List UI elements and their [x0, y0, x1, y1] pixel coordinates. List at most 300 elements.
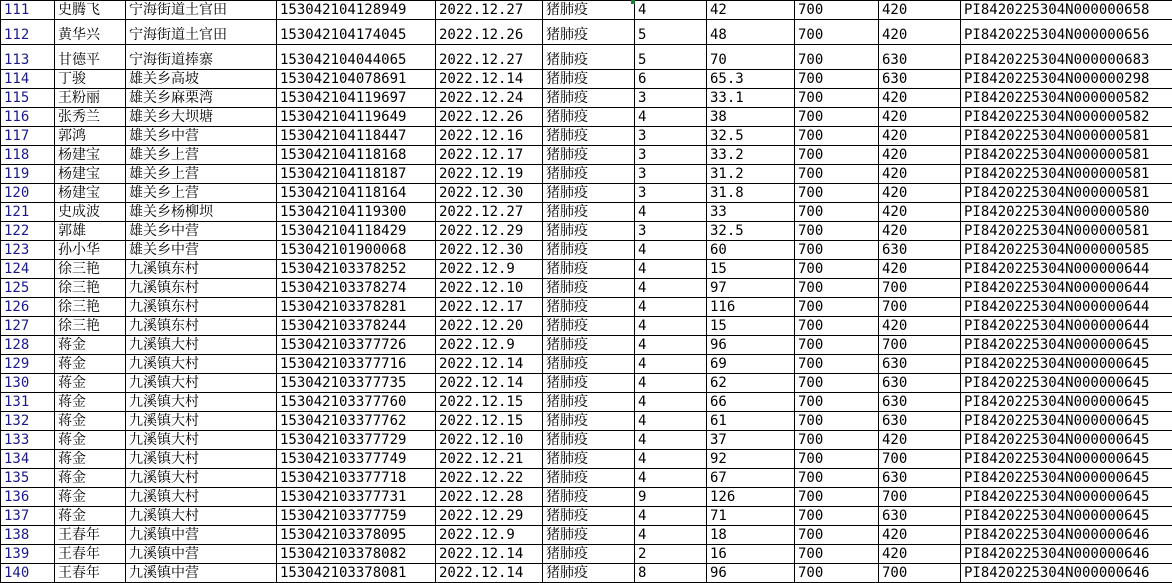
id-number-cell[interactable]: 153042103377729 — [277, 431, 436, 450]
disease-cell[interactable]: 猪肺疫 — [543, 450, 635, 469]
date-cell[interactable]: 2022.12.14 — [436, 564, 543, 583]
weight-cell[interactable]: 61 — [707, 412, 795, 431]
name-cell[interactable]: 甘德平 — [55, 45, 126, 70]
weight-cell[interactable]: 32.5 — [707, 222, 795, 241]
disease-cell[interactable]: 猪肺疫 — [543, 1, 635, 20]
disease-cell[interactable]: 猪肺疫 — [543, 70, 635, 89]
name-cell[interactable]: 史腾飞 — [55, 1, 126, 20]
weight-cell[interactable]: 97 — [707, 279, 795, 298]
date-cell[interactable]: 2022.12.26 — [436, 108, 543, 127]
amount-cell[interactable]: 420 — [879, 20, 961, 45]
name-cell[interactable]: 史成波 — [55, 203, 126, 222]
amount-cell[interactable]: 420 — [879, 222, 961, 241]
id-number-cell[interactable]: 153042104078691 — [277, 70, 436, 89]
price-cell[interactable]: 700 — [795, 393, 879, 412]
id-number-cell[interactable]: 153042103377759 — [277, 507, 436, 526]
policy-number-cell[interactable]: PI8420225304N000000581 — [961, 184, 1172, 203]
name-cell[interactable]: 孙小华 — [55, 241, 126, 260]
amount-cell[interactable]: 630 — [879, 70, 961, 89]
address-cell[interactable]: 九溪镇大村 — [126, 507, 277, 526]
quantity-cell[interactable]: 4 — [635, 241, 707, 260]
price-cell[interactable]: 700 — [795, 431, 879, 450]
name-cell[interactable]: 蒋金 — [55, 431, 126, 450]
weight-cell[interactable]: 126 — [707, 488, 795, 507]
weight-cell[interactable]: 65.3 — [707, 70, 795, 89]
disease-cell[interactable]: 猪肺疫 — [543, 20, 635, 45]
disease-cell[interactable]: 猪肺疫 — [543, 222, 635, 241]
weight-cell[interactable]: 33 — [707, 203, 795, 222]
row-number-cell[interactable]: 113 — [1, 45, 55, 70]
disease-cell[interactable]: 猪肺疫 — [543, 564, 635, 583]
price-cell[interactable]: 700 — [795, 507, 879, 526]
amount-cell[interactable]: 420 — [879, 203, 961, 222]
address-cell[interactable]: 雄关乡麻栗湾 — [126, 89, 277, 108]
policy-number-cell[interactable]: PI8420225304N000000645 — [961, 450, 1172, 469]
id-number-cell[interactable]: 153042104118447 — [277, 127, 436, 146]
quantity-cell[interactable]: 2 — [635, 545, 707, 564]
amount-cell[interactable]: 630 — [879, 393, 961, 412]
policy-number-cell[interactable]: PI8420225304N000000656 — [961, 20, 1172, 45]
amount-cell[interactable]: 700 — [879, 564, 961, 583]
disease-cell[interactable]: 猪肺疫 — [543, 431, 635, 450]
id-number-cell[interactable]: 153042103378082 — [277, 545, 436, 564]
date-cell[interactable]: 2022.12.27 — [436, 203, 543, 222]
name-cell[interactable]: 王春年 — [55, 526, 126, 545]
amount-cell[interactable]: 630 — [879, 241, 961, 260]
id-number-cell[interactable]: 153042104118164 — [277, 184, 436, 203]
price-cell[interactable]: 700 — [795, 45, 879, 70]
date-cell[interactable]: 2022.12.19 — [436, 165, 543, 184]
disease-cell[interactable]: 猪肺疫 — [543, 260, 635, 279]
amount-cell[interactable]: 630 — [879, 355, 961, 374]
name-cell[interactable]: 蒋金 — [55, 412, 126, 431]
name-cell[interactable]: 丁骏 — [55, 70, 126, 89]
name-cell[interactable]: 徐三艳 — [55, 317, 126, 336]
amount-cell[interactable]: 700 — [879, 450, 961, 469]
address-cell[interactable]: 宁海街道土官田 — [126, 20, 277, 45]
id-number-cell[interactable]: 153042103378095 — [277, 526, 436, 545]
quantity-cell[interactable]: 4 — [635, 507, 707, 526]
policy-number-cell[interactable]: PI8420225304N000000645 — [961, 355, 1172, 374]
price-cell[interactable]: 700 — [795, 222, 879, 241]
name-cell[interactable]: 蒋金 — [55, 355, 126, 374]
amount-cell[interactable]: 420 — [879, 184, 961, 203]
row-number-cell[interactable]: 140 — [1, 564, 55, 583]
price-cell[interactable]: 700 — [795, 488, 879, 507]
date-cell[interactable]: 2022.12.14 — [436, 374, 543, 393]
quantity-cell[interactable]: 4 — [635, 450, 707, 469]
name-cell[interactable]: 蒋金 — [55, 488, 126, 507]
weight-cell[interactable]: 71 — [707, 507, 795, 526]
row-number-cell[interactable]: 112 — [1, 20, 55, 45]
price-cell[interactable]: 700 — [795, 1, 879, 20]
row-number-cell[interactable]: 133 — [1, 431, 55, 450]
address-cell[interactable]: 九溪镇大村 — [126, 450, 277, 469]
id-number-cell[interactable]: 153042103377760 — [277, 393, 436, 412]
amount-cell[interactable]: 420 — [879, 108, 961, 127]
address-cell[interactable]: 雄关乡高坡 — [126, 70, 277, 89]
row-number-cell[interactable]: 127 — [1, 317, 55, 336]
id-number-cell[interactable]: 153042103378244 — [277, 317, 436, 336]
row-number-cell[interactable]: 137 — [1, 507, 55, 526]
disease-cell[interactable]: 猪肺疫 — [543, 412, 635, 431]
price-cell[interactable]: 700 — [795, 564, 879, 583]
disease-cell[interactable]: 猪肺疫 — [543, 279, 635, 298]
selection-fill-handle[interactable] — [631, 0, 635, 4]
address-cell[interactable]: 雄关乡上营 — [126, 184, 277, 203]
address-cell[interactable]: 雄关乡上营 — [126, 146, 277, 165]
date-cell[interactable]: 2022.12.15 — [436, 393, 543, 412]
price-cell[interactable]: 700 — [795, 450, 879, 469]
date-cell[interactable]: 2022.12.29 — [436, 222, 543, 241]
name-cell[interactable]: 杨建宝 — [55, 165, 126, 184]
id-number-cell[interactable]: 153042104118429 — [277, 222, 436, 241]
amount-cell[interactable]: 630 — [879, 374, 961, 393]
name-cell[interactable]: 蒋金 — [55, 393, 126, 412]
policy-number-cell[interactable]: PI8420225304N000000298 — [961, 70, 1172, 89]
id-number-cell[interactable]: 153042104119649 — [277, 108, 436, 127]
date-cell[interactable]: 2022.12.15 — [436, 412, 543, 431]
amount-cell[interactable]: 420 — [879, 526, 961, 545]
price-cell[interactable]: 700 — [795, 70, 879, 89]
disease-cell[interactable]: 猪肺疫 — [543, 165, 635, 184]
policy-number-cell[interactable]: PI8420225304N000000683 — [961, 45, 1172, 70]
quantity-cell[interactable]: 4 — [635, 469, 707, 488]
row-number-cell[interactable]: 126 — [1, 298, 55, 317]
id-number-cell[interactable]: 153042104174045 — [277, 20, 436, 45]
date-cell[interactable]: 2022.12.16 — [436, 127, 543, 146]
weight-cell[interactable]: 60 — [707, 241, 795, 260]
policy-number-cell[interactable]: PI8420225304N000000580 — [961, 203, 1172, 222]
name-cell[interactable]: 蒋金 — [55, 374, 126, 393]
row-number-cell[interactable]: 117 — [1, 127, 55, 146]
disease-cell[interactable]: 猪肺疫 — [543, 488, 635, 507]
address-cell[interactable]: 雄关乡中营 — [126, 222, 277, 241]
row-number-cell[interactable]: 119 — [1, 165, 55, 184]
policy-number-cell[interactable]: PI8420225304N000000646 — [961, 545, 1172, 564]
date-cell[interactable]: 2022.12.10 — [436, 431, 543, 450]
address-cell[interactable]: 九溪镇大村 — [126, 355, 277, 374]
weight-cell[interactable]: 15 — [707, 260, 795, 279]
policy-number-cell[interactable]: PI8420225304N000000581 — [961, 127, 1172, 146]
date-cell[interactable]: 2022.12.9 — [436, 526, 543, 545]
id-number-cell[interactable]: 153042103378081 — [277, 564, 436, 583]
address-cell[interactable]: 九溪镇大村 — [126, 393, 277, 412]
address-cell[interactable]: 九溪镇东村 — [126, 317, 277, 336]
disease-cell[interactable]: 猪肺疫 — [543, 146, 635, 165]
price-cell[interactable]: 700 — [795, 545, 879, 564]
address-cell[interactable]: 九溪镇东村 — [126, 279, 277, 298]
address-cell[interactable]: 宁海街道土官田 — [126, 1, 277, 20]
disease-cell[interactable]: 猪肺疫 — [543, 184, 635, 203]
weight-cell[interactable]: 62 — [707, 374, 795, 393]
id-number-cell[interactable]: 153042103378281 — [277, 298, 436, 317]
quantity-cell[interactable]: 4 — [635, 279, 707, 298]
price-cell[interactable]: 700 — [795, 184, 879, 203]
address-cell[interactable]: 九溪镇中营 — [126, 545, 277, 564]
name-cell[interactable]: 杨建宝 — [55, 146, 126, 165]
policy-number-cell[interactable]: PI8420225304N000000585 — [961, 241, 1172, 260]
quantity-cell[interactable]: 4 — [635, 412, 707, 431]
name-cell[interactable]: 王春年 — [55, 545, 126, 564]
id-number-cell[interactable]: 153042104044065 — [277, 45, 436, 70]
quantity-cell[interactable]: 3 — [635, 89, 707, 108]
quantity-cell[interactable]: 5 — [635, 20, 707, 45]
policy-number-cell[interactable]: PI8420225304N000000645 — [961, 507, 1172, 526]
price-cell[interactable]: 700 — [795, 260, 879, 279]
policy-number-cell[interactable]: PI8420225304N000000646 — [961, 564, 1172, 583]
row-number-cell[interactable]: 124 — [1, 260, 55, 279]
address-cell[interactable]: 九溪镇大村 — [126, 336, 277, 355]
amount-cell[interactable]: 420 — [879, 260, 961, 279]
name-cell[interactable]: 徐三艳 — [55, 298, 126, 317]
amount-cell[interactable]: 700 — [879, 488, 961, 507]
row-number-cell[interactable]: 122 — [1, 222, 55, 241]
policy-number-cell[interactable]: PI8420225304N000000644 — [961, 317, 1172, 336]
row-number-cell[interactable]: 138 — [1, 526, 55, 545]
policy-number-cell[interactable]: PI8420225304N000000646 — [961, 526, 1172, 545]
amount-cell[interactable]: 630 — [879, 469, 961, 488]
quantity-cell[interactable]: 3 — [635, 222, 707, 241]
name-cell[interactable]: 蒋金 — [55, 507, 126, 526]
weight-cell[interactable]: 116 — [707, 298, 795, 317]
disease-cell[interactable]: 猪肺疫 — [543, 526, 635, 545]
name-cell[interactable]: 蒋金 — [55, 469, 126, 488]
policy-number-cell[interactable]: PI8420225304N000000645 — [961, 336, 1172, 355]
date-cell[interactable]: 2022.12.27 — [436, 1, 543, 20]
quantity-cell[interactable]: 4 — [635, 374, 707, 393]
amount-cell[interactable]: 700 — [879, 336, 961, 355]
price-cell[interactable]: 700 — [795, 317, 879, 336]
disease-cell[interactable]: 猪肺疫 — [543, 336, 635, 355]
amount-cell[interactable]: 420 — [879, 146, 961, 165]
disease-cell[interactable]: 猪肺疫 — [543, 469, 635, 488]
quantity-cell[interactable]: 4 — [635, 108, 707, 127]
id-number-cell[interactable]: 153042103377749 — [277, 450, 436, 469]
weight-cell[interactable]: 31.8 — [707, 184, 795, 203]
price-cell[interactable]: 700 — [795, 127, 879, 146]
quantity-cell[interactable]: 4 — [635, 298, 707, 317]
disease-cell[interactable]: 猪肺疫 — [543, 545, 635, 564]
weight-cell[interactable]: 18 — [707, 526, 795, 545]
quantity-cell[interactable]: 3 — [635, 184, 707, 203]
address-cell[interactable]: 九溪镇东村 — [126, 260, 277, 279]
row-number-cell[interactable]: 130 — [1, 374, 55, 393]
date-cell[interactable]: 2022.12.30 — [436, 241, 543, 260]
policy-number-cell[interactable]: PI8420225304N000000644 — [961, 260, 1172, 279]
policy-number-cell[interactable]: PI8420225304N000000645 — [961, 488, 1172, 507]
name-cell[interactable]: 杨建宝 — [55, 184, 126, 203]
disease-cell[interactable]: 猪肺疫 — [543, 374, 635, 393]
weight-cell[interactable]: 16 — [707, 545, 795, 564]
name-cell[interactable]: 徐三艳 — [55, 279, 126, 298]
id-number-cell[interactable]: 153042104118187 — [277, 165, 436, 184]
weight-cell[interactable]: 48 — [707, 20, 795, 45]
id-number-cell[interactable]: 153042104128949 — [277, 1, 436, 20]
price-cell[interactable]: 700 — [795, 374, 879, 393]
id-number-cell[interactable]: 153042103377762 — [277, 412, 436, 431]
address-cell[interactable]: 九溪镇大村 — [126, 431, 277, 450]
quantity-cell[interactable]: 4 — [635, 336, 707, 355]
amount-cell[interactable]: 700 — [879, 279, 961, 298]
disease-cell[interactable]: 猪肺疫 — [543, 298, 635, 317]
weight-cell[interactable]: 96 — [707, 564, 795, 583]
policy-number-cell[interactable]: PI8420225304N000000658 — [961, 1, 1172, 20]
name-cell[interactable]: 张秀兰 — [55, 108, 126, 127]
amount-cell[interactable]: 420 — [879, 127, 961, 146]
amount-cell[interactable]: 420 — [879, 165, 961, 184]
id-number-cell[interactable]: 153042104119300 — [277, 203, 436, 222]
weight-cell[interactable]: 42 — [707, 1, 795, 20]
disease-cell[interactable]: 猪肺疫 — [543, 127, 635, 146]
price-cell[interactable]: 700 — [795, 336, 879, 355]
weight-cell[interactable]: 15 — [707, 317, 795, 336]
quantity-cell[interactable]: 4 — [635, 355, 707, 374]
row-number-cell[interactable]: 115 — [1, 89, 55, 108]
quantity-cell[interactable]: 4 — [635, 393, 707, 412]
date-cell[interactable]: 2022.12.27 — [436, 45, 543, 70]
name-cell[interactable]: 王春年 — [55, 564, 126, 583]
address-cell[interactable]: 九溪镇大村 — [126, 374, 277, 393]
id-number-cell[interactable]: 153042103377726 — [277, 336, 436, 355]
row-number-cell[interactable]: 135 — [1, 469, 55, 488]
disease-cell[interactable]: 猪肺疫 — [543, 241, 635, 260]
policy-number-cell[interactable]: PI8420225304N000000645 — [961, 469, 1172, 488]
name-cell[interactable]: 郭雄 — [55, 222, 126, 241]
weight-cell[interactable]: 96 — [707, 336, 795, 355]
price-cell[interactable]: 700 — [795, 526, 879, 545]
price-cell[interactable]: 700 — [795, 412, 879, 431]
date-cell[interactable]: 2022.12.21 — [436, 450, 543, 469]
row-number-cell[interactable]: 111 — [1, 1, 55, 20]
address-cell[interactable]: 九溪镇中营 — [126, 564, 277, 583]
address-cell[interactable]: 雄关乡中营 — [126, 127, 277, 146]
price-cell[interactable]: 700 — [795, 20, 879, 45]
id-number-cell[interactable]: 153042104118168 — [277, 146, 436, 165]
price-cell[interactable]: 700 — [795, 89, 879, 108]
amount-cell[interactable]: 420 — [879, 1, 961, 20]
address-cell[interactable]: 雄关乡中营 — [126, 241, 277, 260]
weight-cell[interactable]: 69 — [707, 355, 795, 374]
price-cell[interactable]: 700 — [795, 146, 879, 165]
quantity-cell[interactable]: 3 — [635, 146, 707, 165]
address-cell[interactable]: 九溪镇大村 — [126, 412, 277, 431]
date-cell[interactable]: 2022.12.10 — [436, 279, 543, 298]
policy-number-cell[interactable]: PI8420225304N000000645 — [961, 374, 1172, 393]
price-cell[interactable]: 700 — [795, 355, 879, 374]
id-number-cell[interactable]: 153042103377716 — [277, 355, 436, 374]
date-cell[interactable]: 2022.12.30 — [436, 184, 543, 203]
quantity-cell[interactable]: 4 — [635, 317, 707, 336]
id-number-cell[interactable]: 153042103378274 — [277, 279, 436, 298]
date-cell[interactable]: 2022.12.28 — [436, 488, 543, 507]
date-cell[interactable]: 2022.12.9 — [436, 336, 543, 355]
date-cell[interactable]: 2022.12.17 — [436, 298, 543, 317]
disease-cell[interactable]: 猪肺疫 — [543, 355, 635, 374]
policy-number-cell[interactable]: PI8420225304N000000645 — [961, 431, 1172, 450]
policy-number-cell[interactable]: PI8420225304N000000581 — [961, 165, 1172, 184]
quantity-cell[interactable]: 4 — [635, 260, 707, 279]
policy-number-cell[interactable]: PI8420225304N000000581 — [961, 146, 1172, 165]
name-cell[interactable]: 徐三艳 — [55, 260, 126, 279]
row-number-cell[interactable]: 129 — [1, 355, 55, 374]
disease-cell[interactable]: 猪肺疫 — [543, 507, 635, 526]
quantity-cell[interactable]: 4 — [635, 203, 707, 222]
row-number-cell[interactable]: 120 — [1, 184, 55, 203]
address-cell[interactable]: 九溪镇大村 — [126, 469, 277, 488]
date-cell[interactable]: 2022.12.24 — [436, 89, 543, 108]
name-cell[interactable]: 郭鸿 — [55, 127, 126, 146]
quantity-cell[interactable]: 4 — [635, 1, 707, 20]
price-cell[interactable]: 700 — [795, 165, 879, 184]
date-cell[interactable]: 2022.12.29 — [436, 507, 543, 526]
quantity-cell[interactable]: 5 — [635, 45, 707, 70]
weight-cell[interactable]: 67 — [707, 469, 795, 488]
disease-cell[interactable]: 猪肺疫 — [543, 317, 635, 336]
amount-cell[interactable]: 630 — [879, 45, 961, 70]
id-number-cell[interactable]: 153042103377731 — [277, 488, 436, 507]
quantity-cell[interactable]: 3 — [635, 127, 707, 146]
date-cell[interactable]: 2022.12.9 — [436, 260, 543, 279]
quantity-cell[interactable]: 9 — [635, 488, 707, 507]
row-number-cell[interactable]: 128 — [1, 336, 55, 355]
address-cell[interactable]: 九溪镇大村 — [126, 488, 277, 507]
date-cell[interactable]: 2022.12.14 — [436, 545, 543, 564]
weight-cell[interactable]: 66 — [707, 393, 795, 412]
address-cell[interactable]: 雄关乡大坝塘 — [126, 108, 277, 127]
disease-cell[interactable]: 猪肺疫 — [543, 89, 635, 108]
row-number-cell[interactable]: 114 — [1, 70, 55, 89]
price-cell[interactable]: 700 — [795, 469, 879, 488]
price-cell[interactable]: 700 — [795, 279, 879, 298]
amount-cell[interactable]: 420 — [879, 545, 961, 564]
disease-cell[interactable]: 猪肺疫 — [543, 393, 635, 412]
weight-cell[interactable]: 70 — [707, 45, 795, 70]
row-number-cell[interactable]: 131 — [1, 393, 55, 412]
name-cell[interactable]: 蒋金 — [55, 336, 126, 355]
weight-cell[interactable]: 92 — [707, 450, 795, 469]
date-cell[interactable]: 2022.12.17 — [436, 146, 543, 165]
weight-cell[interactable]: 31.2 — [707, 165, 795, 184]
name-cell[interactable]: 蒋金 — [55, 450, 126, 469]
quantity-cell[interactable]: 4 — [635, 526, 707, 545]
quantity-cell[interactable]: 3 — [635, 165, 707, 184]
row-number-cell[interactable]: 123 — [1, 241, 55, 260]
policy-number-cell[interactable]: PI8420225304N000000645 — [961, 412, 1172, 431]
row-number-cell[interactable]: 121 — [1, 203, 55, 222]
row-number-cell[interactable]: 125 — [1, 279, 55, 298]
address-cell[interactable]: 雄关乡上营 — [126, 165, 277, 184]
amount-cell[interactable]: 630 — [879, 507, 961, 526]
quantity-cell[interactable]: 8 — [635, 564, 707, 583]
address-cell[interactable]: 九溪镇东村 — [126, 298, 277, 317]
name-cell[interactable]: 黄华兴 — [55, 20, 126, 45]
date-cell[interactable]: 2022.12.20 — [436, 317, 543, 336]
weight-cell[interactable]: 38 — [707, 108, 795, 127]
id-number-cell[interactable]: 153042103378252 — [277, 260, 436, 279]
quantity-cell[interactable]: 4 — [635, 431, 707, 450]
date-cell[interactable]: 2022.12.26 — [436, 20, 543, 45]
amount-cell[interactable]: 420 — [879, 431, 961, 450]
address-cell[interactable]: 雄关乡杨柳坝 — [126, 203, 277, 222]
row-number-cell[interactable]: 136 — [1, 488, 55, 507]
weight-cell[interactable]: 33.1 — [707, 89, 795, 108]
name-cell[interactable]: 王粉丽 — [55, 89, 126, 108]
id-number-cell[interactable]: 153042103377718 — [277, 469, 436, 488]
row-number-cell[interactable]: 139 — [1, 545, 55, 564]
date-cell[interactable]: 2022.12.22 — [436, 469, 543, 488]
row-number-cell[interactable]: 118 — [1, 146, 55, 165]
